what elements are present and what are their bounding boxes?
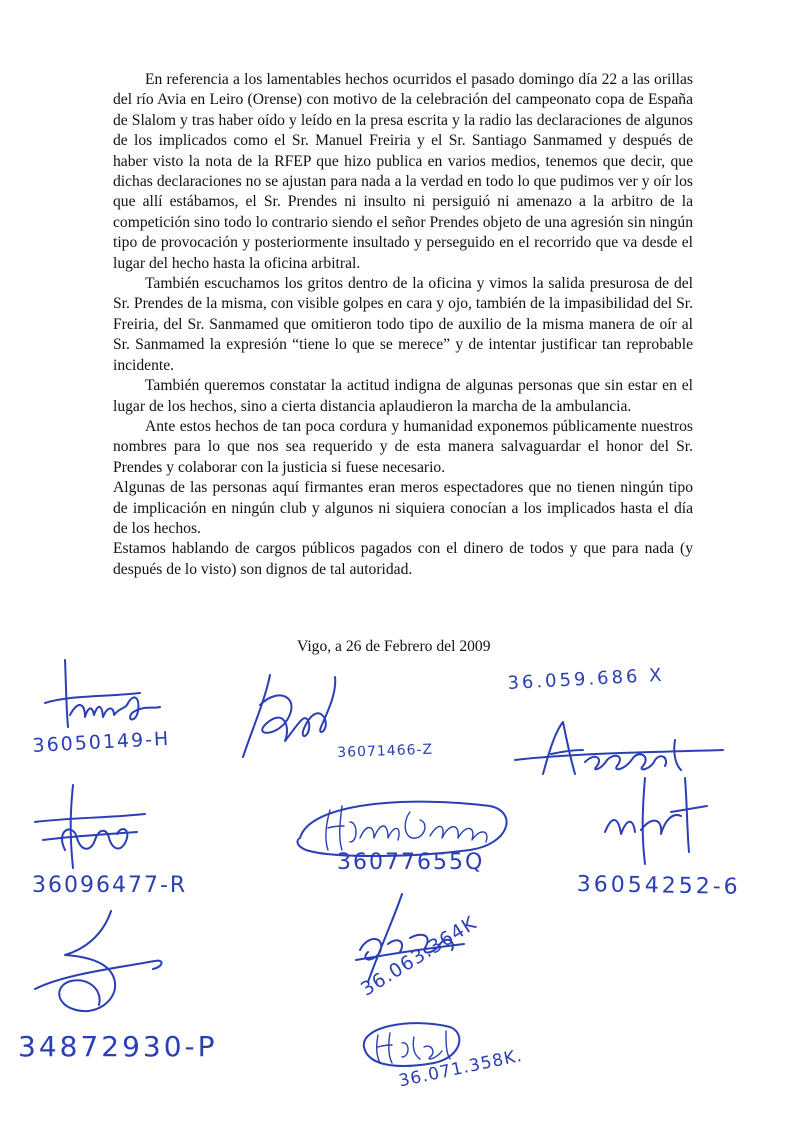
id-number-4: 36096477-R <box>32 873 188 898</box>
paragraph-3: También queremos constatar la actitud indigna de algunas personas que sin estar en el lugar de los hechos, sino a cierta distancia aplaudieron la marcha de la ambulancia. <box>113 377 693 415</box>
id-number-6: 36054252-6 <box>576 872 741 900</box>
paragraph-1: En referencia a los lamentables hechos ocurridos el pasado domingo día 22 a las orillas del río Avia en Leiro (Orense) con motivo de la celebración del campeonato copa de España de Slalom y tras haber oído y leído en la presa escrita y la radio las declaraciones de algunos de los implicados como el Sr. Manuel Freiria y el Sr. Santiago Sanmamed y después de haber visto la nota de la RFEP que hizo publica en varios medios, tenemos que decir, que dichas declaraciones no se ajustan para nada a la verdad en todo lo que pudimos ver y oír los que allí estábamos, el Sr. Prendes ni insulto ni persiguió ni amenazo a la arbitro de la competición sino todo lo contrario siendo el señor Prendes objeto de una agresión sin ningún tipo de provocación y posteriormente insultado y perseguido en el recorrido que va desde el lugar del hecho hasta la oficina arbitral. <box>113 71 693 272</box>
signature-8 <box>15 905 175 1025</box>
paragraph-5: Algunas de las personas aquí firmantes eran meros espectadores que no tienen ningún tipo de implicación en ningún club y algunos ni siquiera conocían a los implicados hasta el día de los hechos. <box>113 479 693 537</box>
signature-1 <box>30 655 170 740</box>
handwritten-signature-graphic <box>25 780 155 875</box>
id-number-9: 36.071.358K. <box>397 1045 525 1092</box>
id-number-8: 34872930-P <box>18 1030 218 1063</box>
signature-6 <box>585 772 715 867</box>
paragraph-4: Ante estos hechos de tan poca cordura y humanidad exponemos públicamente nuestros nombres para lo que nos sea requerido y de esta manera salvaguardar el honor del Sr. Prendes y colaborar con la justicia si fuese necesario. <box>113 417 693 476</box>
id-number-7: 36.063.364K <box>357 911 481 1001</box>
handwritten-signature-graphic <box>585 772 715 867</box>
id-number-2: 36071466-Z <box>337 741 434 761</box>
signature-4 <box>25 780 155 875</box>
id-number-1: 36050149-H <box>32 727 171 757</box>
paragraph-6: Estamos hablando de cargos públicos pagados con el dinero de todos y que para nada (y después de lo visto) son dignos de tal autoridad. <box>113 540 693 578</box>
signature-2 <box>225 665 345 765</box>
handwritten-signature-graphic <box>15 905 175 1025</box>
id-number-3: 36.059.686 X <box>507 664 666 694</box>
handwritten-signature-graphic <box>225 665 345 765</box>
paragraph-2: También escuchamos los gritos dentro de la oficina y vimos la salida presurosa de del Sr. Prendes de la misma, con visible golpes en cara y ojo, también de la impasibilidad del Sr. Freiria, del Sr. Sanmamed que omitieron todo tipo de auxilio de la misma manera de oír al Sr. Sanmamed la expresión “tiene lo que se merece” y de intentar justificar tan reprobable incidente. <box>113 275 693 374</box>
handwritten-signature-graphic <box>30 655 170 740</box>
letter-body <box>113 70 693 580</box>
id-number-5: 36077655Q <box>337 850 485 875</box>
date-line: Vigo, a 26 de Febrero del 2009 <box>297 638 491 655</box>
